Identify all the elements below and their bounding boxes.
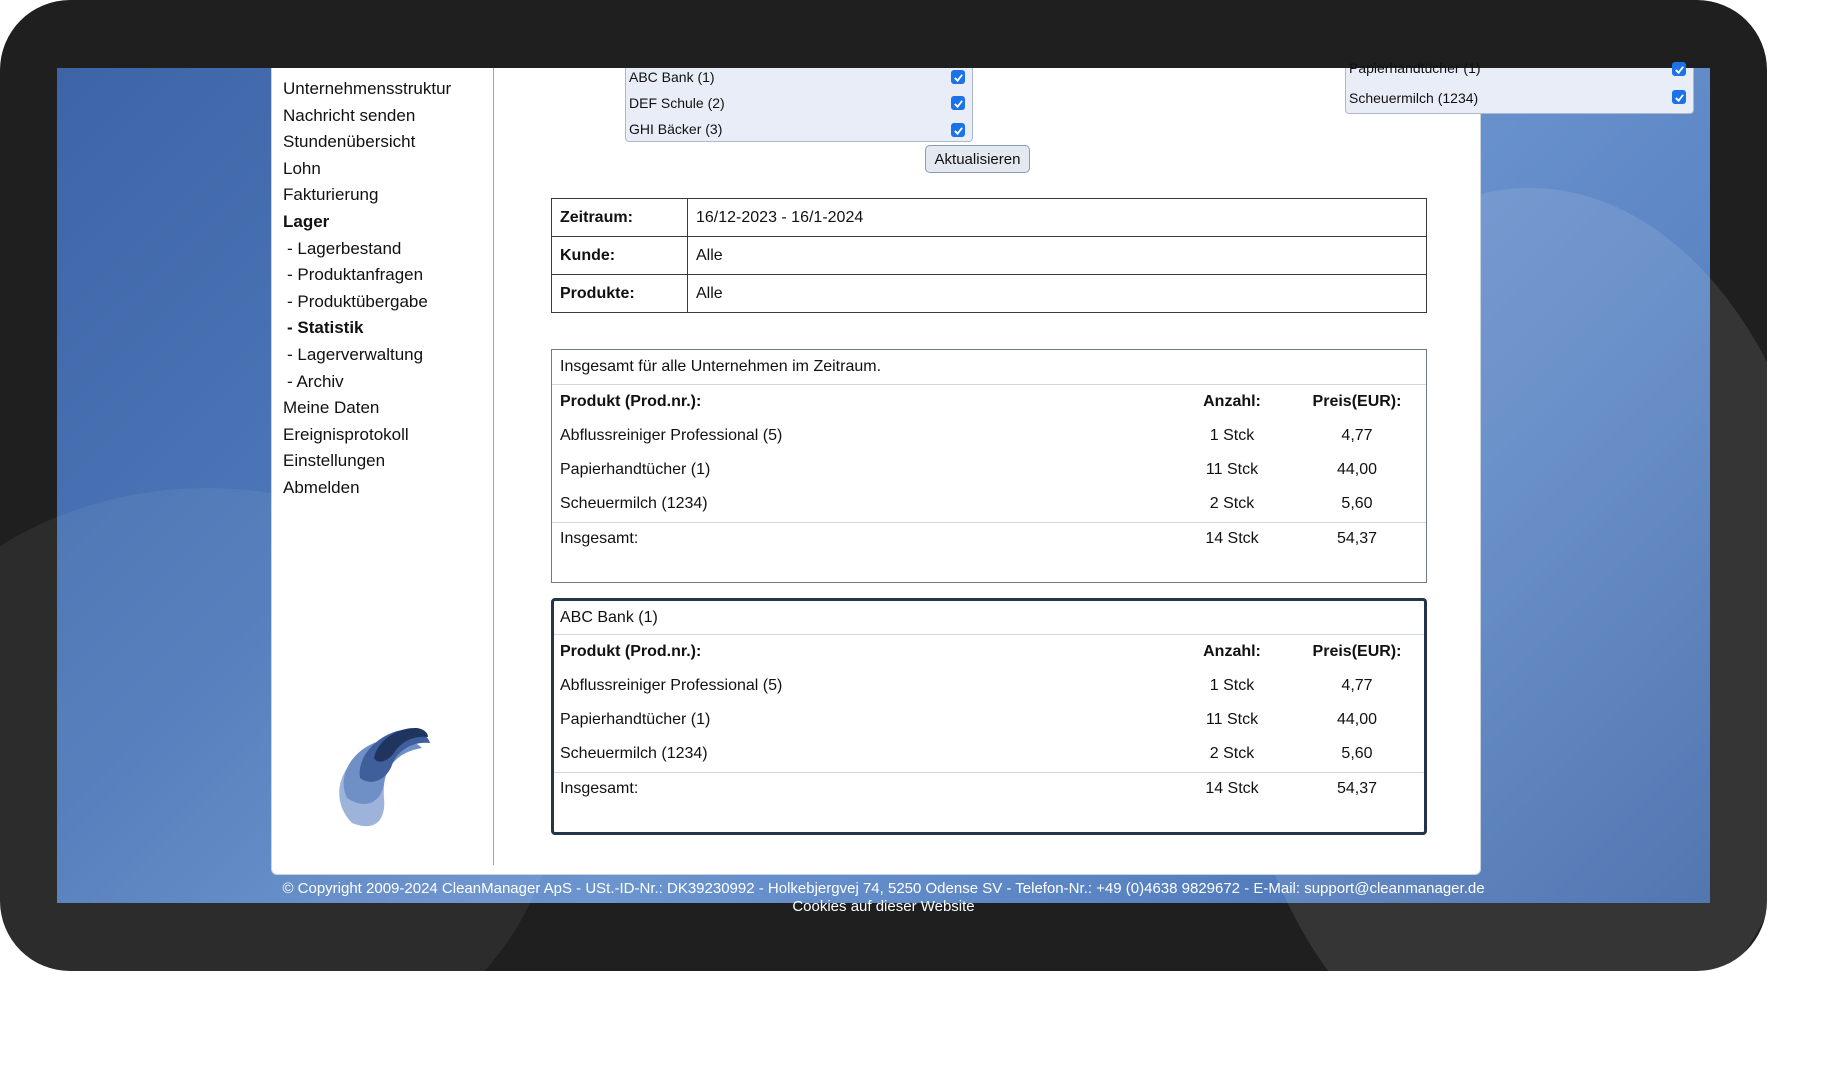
header-price: Preis(EUR): [1312, 393, 1402, 410]
header-qty: Anzahl: [1203, 643, 1261, 660]
divider [554, 772, 1424, 773]
update-button[interactable]: Aktualisieren [925, 145, 1030, 173]
products-value: Alle [688, 275, 1427, 313]
info-row-customer [552, 237, 1427, 275]
nav-einstellungen[interactable]: Einstellungen [283, 451, 386, 471]
row-product: Papierhandtücher (1) [560, 711, 711, 728]
total-price: 54,37 [1336, 530, 1378, 547]
check-icon [953, 98, 964, 109]
customer-label: Kunde: [552, 237, 688, 275]
product-option-label: Scheuermilch (1234) [1349, 90, 1479, 106]
header-price: Preis(EUR): [1312, 643, 1402, 660]
customer-option-label: ABC Bank (1) [629, 69, 715, 85]
nav-unternehmensstruktur[interactable]: Unternehmensstruktur [283, 79, 452, 98]
customer-filter-list[interactable] [625, 68, 973, 142]
nav-archiv[interactable]: - Archiv [287, 371, 344, 391]
sidebar-nav [283, 76, 451, 502]
summary-all-companies [551, 349, 1427, 583]
header-product: Produkt (Prod.nr.): [560, 643, 702, 660]
summary-title: Insgesamt für alle Unternehmen im Zeitraum. [560, 358, 882, 375]
summary-title: ABC Bank (1) [560, 609, 658, 626]
row-product: Scheuermilch (1234) [560, 495, 708, 512]
row-product: Scheuermilch (1234) [560, 745, 708, 762]
nav-fakturierung[interactable]: Fakturierung [283, 185, 379, 205]
row-qty: 11 Stck [1205, 461, 1259, 478]
filter-info-table [551, 198, 1427, 313]
check-icon [1674, 92, 1685, 103]
footer-copyright: © Copyright 2009-2024 CleanManager ApS - USt.-ID-Nr.: DK39230992 - Holkebjergvej 74, 5250 Odense SV - Telefon-Nr.: +49 (0)4638 9829672 - E-Mail: support@cleanmanager.de [282, 880, 1485, 897]
check-icon [1674, 64, 1685, 75]
info-row-period [552, 199, 1427, 237]
customer-option-label: GHI Bäcker (3) [629, 121, 723, 137]
nav-lager[interactable]: Lager [283, 211, 330, 231]
row-price: 5,60 [1341, 745, 1373, 762]
row-product: Papierhandtücher (1) [560, 461, 711, 478]
total-label: Insgesamt: [560, 530, 639, 547]
row-product: Abflussreiniger Professional (5) [560, 427, 783, 444]
row-qty: 1 Stck [1209, 677, 1255, 694]
footer-cookie-link[interactable]: Cookies auf dieser Website [792, 898, 975, 915]
customer-checkbox[interactable] [951, 96, 965, 110]
info-row-products [552, 275, 1427, 313]
customer-checkbox[interactable] [951, 70, 965, 84]
row-qty: 2 Stck [1209, 495, 1255, 512]
period-label: Zeitraum: [552, 199, 688, 237]
nav-lohn[interactable]: Lohn [283, 158, 321, 178]
customer-option-label: DEF Schule (2) [629, 95, 725, 111]
product-checkbox[interactable] [1672, 90, 1686, 104]
row-price: 5,60 [1341, 495, 1373, 512]
nav-abmelden[interactable]: Abmelden [283, 477, 360, 497]
sidebar [272, 68, 494, 865]
period-value: 16/12-2023 - 16/1-2024 [688, 199, 1427, 237]
check-icon [953, 125, 964, 136]
check-icon [953, 72, 964, 83]
row-price: 44,00 [1336, 461, 1378, 478]
nav-produktuebergabe[interactable]: - Produktübergabe [287, 291, 428, 311]
row-price: 4,77 [1341, 677, 1373, 694]
customer-checkbox[interactable] [951, 123, 965, 137]
divider [552, 522, 1426, 523]
nav-statistik[interactable]: - Statistik [287, 318, 364, 338]
total-label: Insgesamt: [560, 780, 639, 797]
total-qty: 14 Stck [1205, 780, 1259, 797]
product-filter-list[interactable] [1345, 60, 1694, 114]
desktop-background [57, 60, 1710, 915]
row-price: 44,00 [1336, 711, 1378, 728]
nav-nachricht-senden[interactable]: Nachricht senden [283, 105, 416, 125]
row-qty: 11 Stck [1205, 711, 1259, 728]
row-qty: 1 Stck [1209, 427, 1255, 444]
divider [554, 634, 1424, 635]
cleanmanager-logo-icon [312, 703, 448, 853]
nav-stundenuebersicht[interactable]: Stundenübersicht [283, 132, 416, 152]
row-qty: 2 Stck [1209, 745, 1255, 762]
summary-abc-bank [551, 598, 1427, 835]
nav-lagerverwaltung[interactable]: - Lagerverwaltung [287, 344, 424, 364]
customer-value: Alle [688, 237, 1427, 275]
total-qty: 14 Stck [1205, 530, 1259, 547]
nav-produktanfragen[interactable]: - Produktanfragen [287, 265, 424, 285]
product-checkbox[interactable] [1672, 62, 1686, 76]
product-option-label: Papierhandtücher (1) [1349, 60, 1481, 76]
header-qty: Anzahl: [1203, 393, 1261, 410]
nav-lagerbestand[interactable]: - Lagerbestand [287, 238, 402, 258]
nav-meine-daten[interactable]: Meine Daten [283, 398, 380, 418]
divider [552, 384, 1426, 385]
nav-ereignisprotokoll[interactable]: Ereignisprotokoll [283, 424, 409, 444]
row-product: Abflussreiniger Professional (5) [560, 677, 783, 694]
header-product: Produkt (Prod.nr.): [560, 393, 702, 410]
app-page [271, 60, 1481, 875]
total-price: 54,37 [1336, 780, 1378, 797]
row-price: 4,77 [1341, 427, 1373, 444]
products-label: Produkte: [552, 275, 688, 313]
main-content [494, 60, 1481, 874]
